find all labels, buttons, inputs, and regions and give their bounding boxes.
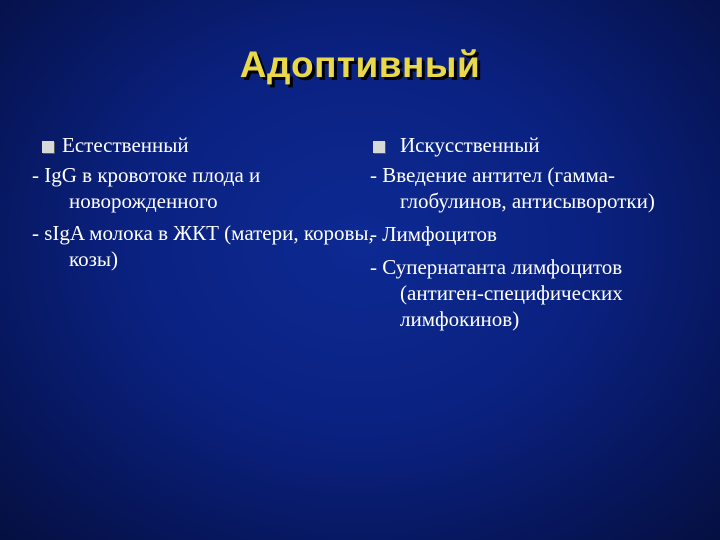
left-item-siga: - sIgA молока в ЖКТ (матери, коровы, козы) xyxy=(32,221,374,271)
left-column xyxy=(32,130,374,278)
slide-title: Адоптивный xyxy=(239,44,481,85)
right-item-antibodies: - Введение антител (гамма- глобулинов, антисыворотки) xyxy=(370,163,655,213)
square-bullet-icon xyxy=(42,141,54,153)
left-item-igg: - IgG в кровотоке плода и новорожденного xyxy=(32,163,261,213)
left-heading-row xyxy=(32,130,352,160)
square-bullet-icon xyxy=(373,141,385,153)
right-item-supernatant: - Супернатанта лимфоцитов (антиген-специфических лимфокинов) xyxy=(370,255,623,331)
left-heading: Естественный xyxy=(62,133,189,157)
right-item-lymphocytes: - Лимфоцитов xyxy=(370,222,497,246)
right-heading: Искусственный xyxy=(400,133,540,157)
right-column xyxy=(360,130,690,339)
right-heading-row xyxy=(360,130,690,160)
